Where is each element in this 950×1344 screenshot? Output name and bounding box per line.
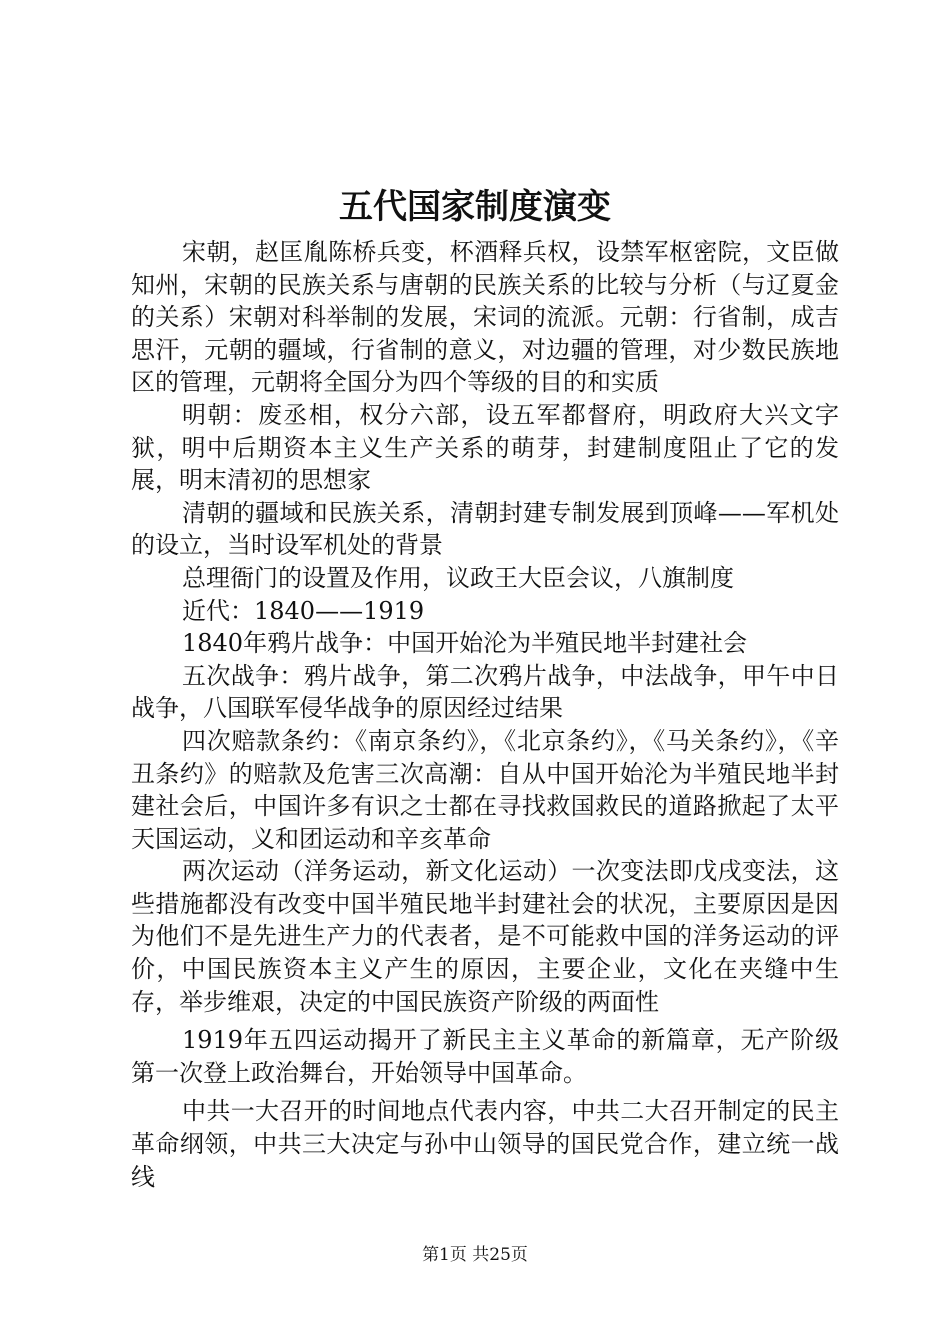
page-title: 五代国家制度演变 xyxy=(339,187,611,227)
page-footer: 第1页 共25页 xyxy=(422,1245,528,1265)
paragraph-five-wars: 五次战争：鸦片战争，第二次鸦片战争，中法战争，甲午中日战争，八国联军侵华战争的原因经过结果 xyxy=(131,661,839,723)
paragraph-four-treaties: 四次赔款条约：《南京条约》，《北京条约》，《马关条约》，《辛丑条约》的赔款及危害三次高潮：自从中国开始沦为半殖民地半封建社会后，中国许多有识之士都在寻找救国救民的道路掀起了太平天国运动，义和团运动和辛亥革命 xyxy=(131,726,839,853)
paragraph-song-yuan: 宋朝，赵匡胤陈桥兵变，杯酒释兵权，设禁军枢密院，文臣做知州，宋朝的民族关系与唐朝的民族关系的比较与分析（与辽夏金的关系）宋朝对科举制的发展，宋词的流派。元朝：行省制，成吉思汗，元朝的疆域，行省制的意义，对边疆的管理，对少数民族地区的管理，元朝将全国分为四个等级的目的和实质 xyxy=(131,238,839,397)
paragraph-qing: 清朝的疆域和民族关系，清朝封建专制发展到顶峰——军机处的设立，当时设军机处的背景 xyxy=(131,498,839,560)
paragraph-two-movements: 两次运动（洋务运动，新文化运动）一次变法即戊戌变法，这些措施都没有改变中国半殖民地半封建社会的状况，主要原因是因为他们不是先进生产力的代表者，是不可能救中国的洋务运动的评价，中国民族资本主义产生的原因，主要企业，文化在夹缝中生存，举步维艰，决定的中国民族资产阶级的两面性 xyxy=(131,857,839,1016)
paragraph-may-fourth: 1919年五四运动揭开了新民主主义革命的新篇章，无产阶级第一次登上政治舞台，开始领导中国革命。 xyxy=(131,1026,839,1087)
paragraph-ccp-congresses: 中共一大召开的时间地点代表内容，中共二大召开制定的民主革命纲领，中共三大决定与孙中山领导的国民党合作，建立统一战线 xyxy=(131,1097,839,1191)
paragraph-modern-era: 近代：1840——1919 xyxy=(182,596,425,625)
document-body xyxy=(131,236,839,1193)
paragraph-opium-war: 1840年鸦片战争：中国开始沦为半殖民地半封建社会 xyxy=(182,629,748,658)
paragraph-ming: 明朝：废丞相，权分六部，设五军都督府，明政府大兴文字狱，明中后期资本主义生产关系的萌芽，封建制度阻止了它的发展，明末清初的思想家 xyxy=(131,400,839,495)
paragraph-zongli-yamen: 总理衙门的设置及作用，议政王大臣会议，八旗制度 xyxy=(182,563,734,592)
